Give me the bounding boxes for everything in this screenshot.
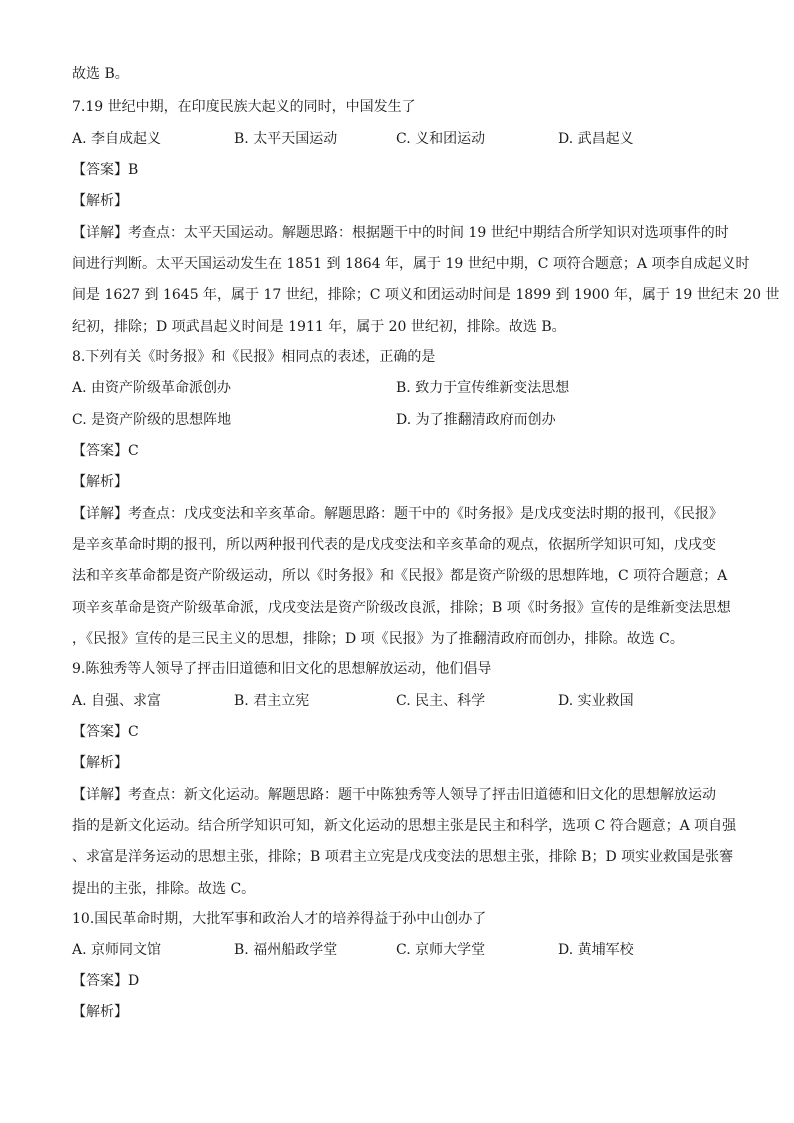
option-a: A. 由资产阶级革命派创办 bbox=[72, 380, 232, 396]
option-d: D. 为了推翻清政府而创办 bbox=[396, 412, 556, 428]
option-b: B. 太平天国运动 bbox=[234, 131, 338, 147]
option-c: C. 京师大学堂 bbox=[396, 942, 486, 958]
detail-line: 【详解】考查点：戊戌变法和辛亥革命。解题思路：题干中的《时务报》是戊戌变法时期的报刊，《民报》 bbox=[72, 506, 723, 522]
question-10-stem: 10.国民革命时期，大批军事和政治人才的培养得益于孙中山创办了 bbox=[72, 911, 487, 927]
option-c: C. 是资产阶级的思想阵地 bbox=[72, 412, 232, 428]
previous-conclusion: 故选 B。 bbox=[72, 66, 129, 82]
detail-line: 、求富是洋务运动的思想主张，排除；B 项君主立宪是戊戌变法的思想主张，排除 B；D 项实业救国是张謇 bbox=[72, 849, 734, 866]
detail-line: 间进行判断。太平天国运动发生在 1851 到 1864 年，属于 19 世纪中期，C 项符合题意；A 项李自成起义时 bbox=[72, 256, 750, 273]
question-9-stem: 9.陈独秀等人领导了抨击旧道德和旧文化的思想解放运动，他们倡导 bbox=[72, 661, 492, 677]
question-7-options bbox=[72, 129, 732, 149]
question-8-analysis-heading: 【解析】 bbox=[72, 474, 128, 490]
question-10-options bbox=[72, 940, 732, 960]
option-a: A. 京师同文馆 bbox=[72, 942, 162, 958]
detail-line: 是辛亥革命时期的报刊，所以两种报刊代表的是戊戌变法和辛亥革命的观点，依据所学知识可知，戊戌变 bbox=[72, 537, 716, 554]
question-10-answer: 【答案】D bbox=[72, 973, 140, 989]
option-d: D. 黄埔军校 bbox=[558, 942, 634, 958]
option-d: D. 实业救国 bbox=[558, 693, 634, 709]
detail-line: 法和辛亥革命都是资产阶级运动，所以《时务报》和《民报》都是资产阶级的思想阵地，C 项符合题意；A bbox=[72, 568, 728, 585]
question-8-detail bbox=[72, 504, 731, 660]
detail-line: 指的是新文化运动。结合所学知识可知，新文化运动的思想主张是民主和科学，选项 C 符合题意；A 项自强 bbox=[72, 818, 737, 835]
detail-line: 【详解】考查点：太平天国运动。解题思路：根据题干中的时间 19 世纪中期结合所学知识对选项事件的时 bbox=[72, 225, 729, 241]
question-7-analysis-heading: 【解析】 bbox=[72, 193, 128, 209]
question-10-analysis-heading: 【解析】 bbox=[72, 1004, 128, 1020]
option-d: D. 武昌起义 bbox=[558, 131, 634, 147]
question-7-detail bbox=[72, 223, 780, 348]
question-9-answer: 【答案】C bbox=[72, 724, 139, 740]
detail-line: ，《民报》宣传的是三民主义的思想，排除；D 项《民报》为了推翻清政府而创办，排除。故选 C。 bbox=[72, 630, 684, 647]
option-b: B. 福州船政学堂 bbox=[234, 942, 338, 958]
question-9-options bbox=[72, 691, 732, 711]
detail-line: 提出的主张，排除。故选 C。 bbox=[72, 880, 256, 897]
question-8-answer: 【答案】C bbox=[72, 443, 139, 459]
option-a: A. 自强、求富 bbox=[72, 693, 162, 709]
question-8-options-row-1 bbox=[72, 378, 732, 398]
detail-line: 项辛亥革命是资产阶级革命派，戊戌变法是资产阶级改良派，排除；B 项《时务报》宣传的是维新变法思想 bbox=[72, 599, 731, 616]
detail-line: 间是 1627 到 1645 年，属于 17 世纪，排除；C 项义和团运动时间是 1899 到 1900 年，属于 19 世纪末 20 世 bbox=[72, 287, 780, 304]
question-9-analysis-heading: 【解析】 bbox=[72, 755, 128, 771]
option-c: C. 民主、科学 bbox=[396, 693, 486, 709]
option-a: A. 李自成起义 bbox=[72, 131, 162, 147]
question-8-options-row-2 bbox=[72, 410, 732, 430]
question-7-stem: 7.19 世纪中期，在印度民族大起义的同时，中国发生了 bbox=[72, 99, 416, 115]
option-b: B. 致力于宣传维新变法思想 bbox=[396, 380, 570, 396]
question-8-stem: 8.下列有关《时务报》和《民报》相同点的表述，正确的是 bbox=[72, 349, 436, 365]
question-7-answer: 【答案】B bbox=[72, 162, 139, 178]
option-b: B. 君主立宪 bbox=[234, 693, 310, 709]
question-9-detail bbox=[72, 785, 737, 910]
detail-line: 纪初，排除；D 项武昌起义时间是 1911 年，属于 20 世纪初，排除。故选 B。 bbox=[72, 318, 566, 335]
option-c: C. 义和团运动 bbox=[396, 131, 486, 147]
detail-line: 【详解】考查点：新文化运动。解题思路：题干中陈独秀等人领导了抨击旧道德和旧文化的思想解放运动 bbox=[72, 787, 716, 803]
